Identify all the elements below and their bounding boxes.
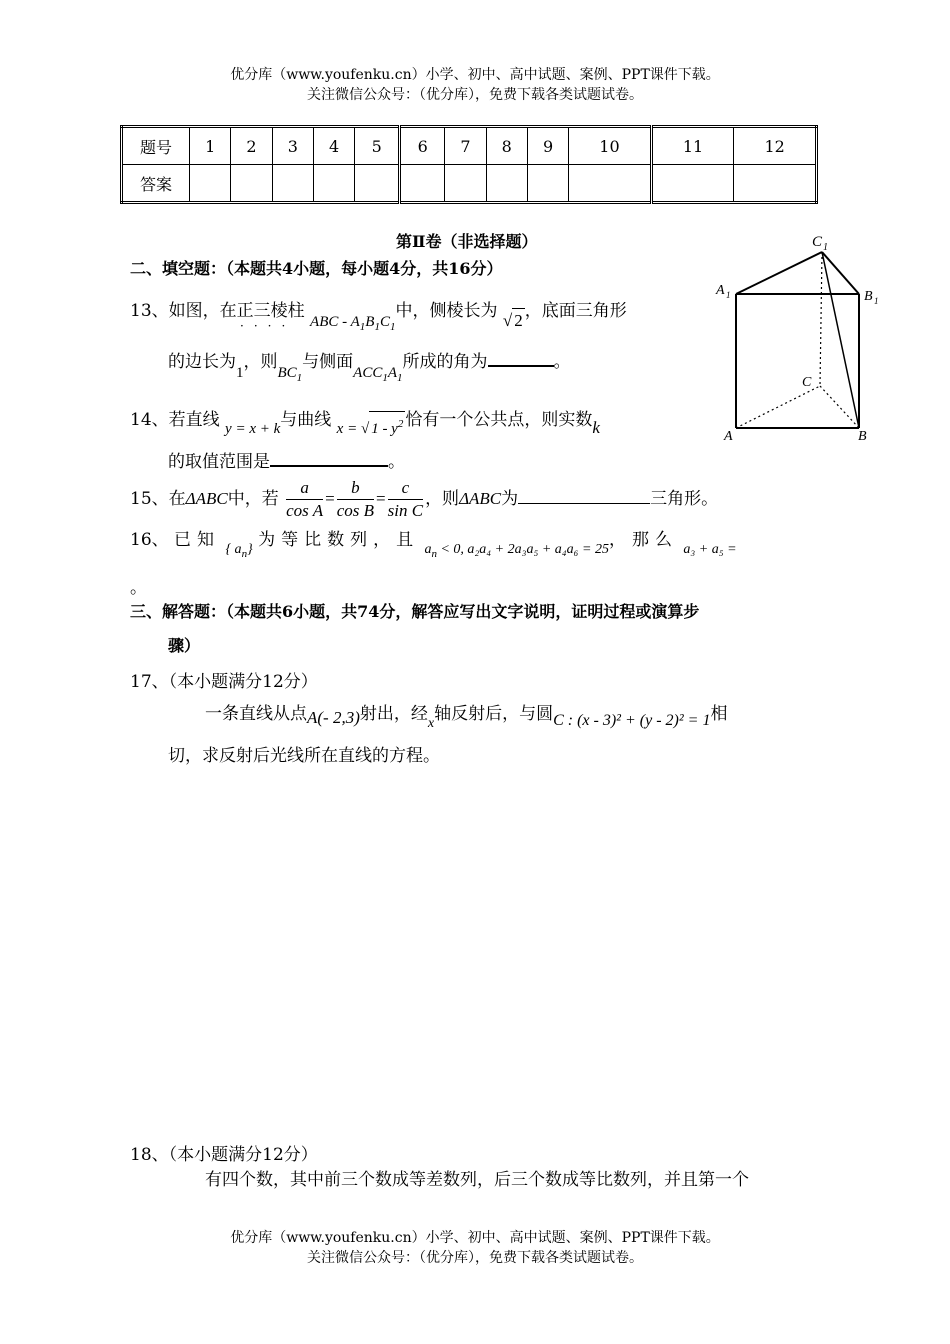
table-cell-number: 9 bbox=[527, 127, 568, 165]
q14-k: k bbox=[592, 418, 600, 437]
q13-text-b: 中，侧棱长为 bbox=[395, 301, 498, 321]
q17-score: （本小题满分12分） bbox=[168, 672, 318, 692]
label-a1-sub: 1 bbox=[726, 290, 731, 300]
q17-answer-area[interactable] bbox=[130, 790, 830, 1130]
question-14-line2 bbox=[168, 450, 405, 474]
table-cell-number: 4 bbox=[313, 127, 354, 165]
label-b: B bbox=[858, 429, 867, 444]
label-c1: C bbox=[812, 234, 823, 250]
table-cell-number: 12 bbox=[734, 127, 817, 165]
q14-line-equation: y = x + k bbox=[225, 421, 281, 437]
q14-text-c: 恰有一个公共点，则实数 bbox=[405, 410, 593, 430]
answer-cell[interactable] bbox=[313, 165, 354, 203]
question-17-line2: 切，求反射后光线所在直线的方程。 bbox=[168, 746, 440, 766]
table-cell-number: 5 bbox=[355, 127, 400, 165]
answer-cell[interactable] bbox=[190, 165, 231, 203]
prism-figure bbox=[712, 228, 882, 446]
q15-text-c: ，则 bbox=[425, 489, 460, 509]
q16-text-c: ，那么 bbox=[608, 530, 678, 550]
page-header-line2: 关注微信公众号：（优分库），免费下载各类试题试卷。 bbox=[307, 87, 643, 103]
section-fill-in-heading: 二、填空题：（本题共4小题，每小题4分，共16分） bbox=[130, 259, 503, 278]
q16-sequence: { an} bbox=[225, 542, 253, 560]
answer-cell[interactable] bbox=[355, 165, 400, 203]
question-17-line1 bbox=[205, 702, 728, 731]
q17-number: 17、 bbox=[130, 672, 169, 692]
question-14-line1 bbox=[130, 403, 600, 437]
q14-curve-equation: x = √ $1 - y^2$ bbox=[337, 421, 406, 437]
q14-text-b: 与曲线 bbox=[280, 410, 332, 430]
label-c1-sub: 1 bbox=[823, 242, 828, 253]
q14-number: 14、 bbox=[130, 410, 169, 430]
q15-eq1: = bbox=[325, 489, 335, 508]
label-b1-sub: 1 bbox=[874, 296, 879, 306]
q17-x: x bbox=[427, 716, 435, 731]
label-a: A bbox=[724, 429, 733, 444]
q15-triangle: ΔABC bbox=[185, 489, 228, 508]
q16-text-b: 为等比数列，且 bbox=[258, 530, 420, 550]
answer-cell[interactable] bbox=[400, 165, 445, 203]
q15-fraction-c: $\frac{c}{\text{sin C}}$ bbox=[387, 478, 424, 520]
q13-text-a: 如图，在正三棱柱 bbox=[168, 301, 305, 321]
q13-line2-a: 的边长为 bbox=[168, 352, 236, 372]
table-cell-number: 6 bbox=[400, 127, 445, 165]
q15-text-e: 三角形。 bbox=[650, 489, 719, 509]
q16-condition: an < 0, a₂a₄ + 2a₃a₅ + a₄a₆ = 25 bbox=[424, 542, 609, 560]
q13-prism: ABC - $A_1B_1C_1$ bbox=[310, 314, 396, 333]
answer-cell[interactable] bbox=[486, 165, 527, 203]
q15-number: 15、 bbox=[130, 489, 169, 509]
question-18-header bbox=[130, 1143, 318, 1167]
table-label-answer: 答案 bbox=[122, 165, 190, 203]
table-cell-number: 11 bbox=[651, 127, 734, 165]
q16-text-a: 已知 bbox=[174, 530, 221, 550]
table-cell-number: 3 bbox=[272, 127, 313, 165]
q15-text-b: 中，若 bbox=[227, 489, 279, 509]
section-solution-heading-cont: 骤） bbox=[168, 636, 201, 655]
table-label-question-number: 题号 bbox=[122, 127, 190, 165]
q15-fraction-b: $\frac{b}{\text{cos B}}$ bbox=[336, 478, 375, 520]
q17-text-b: 射出，经 bbox=[359, 704, 428, 724]
q14-line2: 的取值范围是 bbox=[168, 452, 270, 472]
question-16 bbox=[130, 528, 830, 558]
page-footer-line1: 优分库（www.youfenku.cn）小学、初中、高中试题、案例、PPT课件下载。 bbox=[230, 1230, 720, 1246]
answer-cell[interactable] bbox=[569, 165, 652, 203]
q17-text-c: 轴反射后，与圆 bbox=[434, 704, 554, 724]
answer-table-answer-row bbox=[122, 165, 817, 203]
q13-line2-c: 与侧面 bbox=[302, 352, 354, 372]
q15-fraction-a: $\frac{a}{\text{cos A}}$ bbox=[286, 478, 324, 520]
q15-eq2: = bbox=[376, 489, 386, 508]
question-17-header bbox=[130, 670, 318, 694]
label-b1: B bbox=[864, 289, 873, 304]
answer-table bbox=[120, 125, 818, 204]
q17-text-d: 相 bbox=[710, 704, 728, 724]
answer-cell[interactable] bbox=[231, 165, 272, 203]
q13-text-c: ，底面三角形 bbox=[524, 301, 627, 321]
section-solution-heading: 三、解答题：（本题共6小题，共74分，解答应写出文字说明，证明过程或演算步 bbox=[130, 602, 700, 621]
q15-text-a: 在 bbox=[168, 489, 186, 509]
q13-sqrt: √ 2 bbox=[503, 311, 525, 330]
part2-title: 第Ⅱ卷（非选择题） bbox=[396, 232, 538, 251]
table-cell-number: 2 bbox=[231, 127, 272, 165]
q14-answer-blank[interactable] bbox=[270, 464, 388, 467]
q18-number: 18、 bbox=[130, 1145, 169, 1165]
table-cell-number: 1 bbox=[190, 127, 231, 165]
answer-cell[interactable] bbox=[651, 165, 734, 203]
answer-cell[interactable] bbox=[734, 165, 817, 203]
question-13-line1 bbox=[130, 298, 627, 333]
question-18-text: 有四个数，其中前三个数成等差数列，后三个数成等比数列，并且第一个 bbox=[205, 1170, 749, 1190]
q17-text-a: 一条直线从点 bbox=[205, 704, 307, 724]
q13-number: 13、 bbox=[130, 301, 169, 321]
q14-end: 。 bbox=[388, 452, 405, 472]
q13-emphasis-dots: ···· bbox=[240, 319, 296, 333]
q13-bc1: $BC_1$ bbox=[277, 365, 303, 384]
table-cell-number: 10 bbox=[569, 127, 652, 165]
page-footer-line2: 关注微信公众号：（优分库），免费下载各类试题试卷。 bbox=[307, 1250, 643, 1266]
q16-number: 16、 bbox=[130, 530, 169, 550]
q17-point: A(- 2,3) bbox=[307, 708, 360, 727]
q13-end: 。 bbox=[553, 352, 571, 372]
q15-triangle-2: ΔABC bbox=[459, 489, 502, 508]
q17-circle-equation: C : (x - 3)² + (y - 2)² = 1 bbox=[553, 712, 711, 729]
label-a1: A bbox=[716, 283, 725, 298]
answer-table-number-row bbox=[122, 127, 817, 165]
q18-score: （本小题满分12分） bbox=[168, 1145, 318, 1165]
q16-end: 。 bbox=[130, 578, 147, 598]
table-cell-number: 7 bbox=[445, 127, 486, 165]
page-header-line1: 优分库（www.youfenku.cn）小学、初中、高中试题、案例、PPT课件下载。 bbox=[230, 67, 720, 83]
q13-one: 1 bbox=[236, 365, 244, 381]
q14-text-a: 若直线 bbox=[168, 410, 220, 430]
q15-answer-blank[interactable] bbox=[518, 502, 650, 504]
table-cell-number: 8 bbox=[486, 127, 527, 165]
q16-target: a₃ + a₅ = bbox=[683, 542, 737, 557]
q13-answer-blank[interactable] bbox=[488, 364, 554, 367]
q13-face: $ACC_1A_1$ bbox=[353, 365, 403, 384]
answer-cell[interactable] bbox=[272, 165, 313, 203]
q13-line2-d: 所成的角为 bbox=[402, 352, 488, 372]
answer-cell[interactable] bbox=[445, 165, 486, 203]
q15-text-d: 为 bbox=[501, 489, 519, 509]
q13-line2-b: ，则 bbox=[243, 352, 278, 372]
question-13-line2 bbox=[168, 350, 571, 384]
question-15 bbox=[130, 474, 718, 524]
answer-cell[interactable] bbox=[527, 165, 568, 203]
label-c: C bbox=[802, 375, 812, 390]
